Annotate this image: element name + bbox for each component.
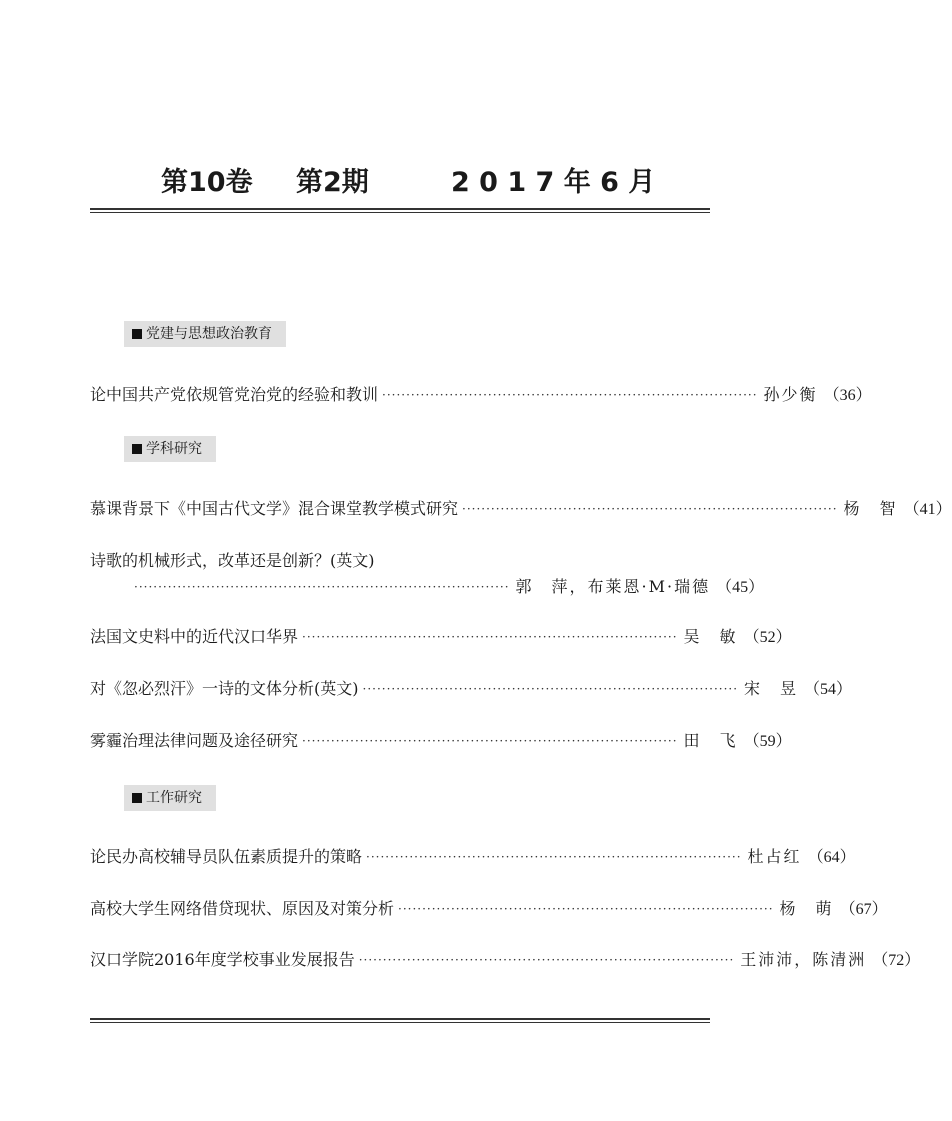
page-number: （36） bbox=[823, 386, 872, 404]
article-author: 孙少衡 bbox=[763, 384, 818, 404]
article-title: 诗歌的机械形式，改革还是创新？(英文) bbox=[90, 550, 375, 570]
dot-leader: ·············································································· bbox=[358, 953, 735, 967]
article-title: 汉口学院2016年度学校事业发展报告 bbox=[90, 949, 355, 969]
section-heading bbox=[124, 321, 286, 347]
issue-label: 第2期 bbox=[296, 167, 369, 198]
article-title: 雾霾治理法律问题及途径研究 bbox=[90, 730, 299, 750]
section-heading bbox=[124, 436, 216, 462]
page-number: （54） bbox=[804, 680, 853, 698]
toc-entry[interactable] bbox=[90, 945, 921, 971]
section-title: 党建与思想政治教育 bbox=[146, 326, 272, 342]
dot-leader: ·············································································· bbox=[366, 850, 742, 864]
page-number: （59） bbox=[743, 732, 792, 750]
dot-leader: ·············································································· bbox=[302, 630, 678, 644]
section-title: 工作研究 bbox=[146, 790, 202, 806]
dot-leader: ·············································································· bbox=[362, 682, 739, 696]
square-bullet-icon bbox=[132, 444, 142, 454]
dot-leader: ·············································································· bbox=[302, 734, 678, 748]
section-heading bbox=[124, 785, 216, 811]
toc-entry[interactable] bbox=[90, 674, 853, 700]
page-number: （64） bbox=[807, 848, 856, 866]
toc-entry[interactable] bbox=[90, 842, 856, 868]
article-title: 慕课背景下《中国古代文学》混合课堂教学模式研究 bbox=[90, 498, 459, 518]
page-number: （52） bbox=[743, 628, 792, 646]
square-bullet-icon bbox=[132, 329, 142, 339]
dot-leader: ·············································································· bbox=[134, 580, 510, 594]
article-author: 吴 敏 bbox=[683, 626, 738, 646]
footer-rule bbox=[90, 1018, 710, 1023]
dot-leader: ·············································································· bbox=[382, 388, 758, 402]
date-label: 2 0 1 7 年 6 月 bbox=[451, 167, 656, 198]
article-author: 杨 智 bbox=[843, 498, 898, 518]
toc-entry[interactable] bbox=[90, 726, 792, 752]
article-author: 宋 昱 bbox=[744, 678, 799, 698]
article-title: 高校大学生网络借贷现状、原因及对策分析 bbox=[90, 898, 395, 918]
page-number: （41） bbox=[903, 500, 952, 518]
article-title: 对《忽必烈汗》一诗的文体分析(英文) bbox=[90, 678, 359, 698]
article-title: 论中国共产党依规管党治党的经验和教训 bbox=[90, 384, 379, 404]
article-author: 杜占红 bbox=[747, 846, 802, 866]
dot-leader: ·············································································· bbox=[398, 902, 774, 916]
toc-entry[interactable] bbox=[90, 894, 888, 920]
toc-entry[interactable] bbox=[90, 380, 872, 406]
article-author: 郭 萍，布莱恩·M·瑞德 bbox=[515, 576, 711, 596]
toc-entry-continuation[interactable] bbox=[134, 572, 765, 598]
toc-entry[interactable] bbox=[90, 494, 952, 520]
page-number: （45） bbox=[716, 578, 765, 596]
dot-leader: ·············································································· bbox=[462, 502, 838, 516]
volume-label: 第10卷 bbox=[161, 167, 253, 198]
page-number: （72） bbox=[872, 951, 921, 969]
article-author: 王沛沛，陈清洲 bbox=[740, 949, 867, 969]
article-title: 法国文史料中的近代汉口华界 bbox=[90, 626, 299, 646]
toc-entry[interactable] bbox=[90, 546, 710, 572]
article-author: 田 飞 bbox=[683, 730, 738, 750]
article-title: 论民办高校辅导员队伍素质提升的策略 bbox=[90, 846, 363, 866]
section-title: 学科研究 bbox=[146, 441, 202, 457]
square-bullet-icon bbox=[132, 793, 142, 803]
article-author: 杨 萌 bbox=[779, 898, 834, 918]
toc-entry[interactable] bbox=[90, 622, 792, 648]
header-rule bbox=[90, 208, 710, 213]
journal-issue-header bbox=[0, 160, 793, 200]
page-number: （67） bbox=[839, 900, 888, 918]
